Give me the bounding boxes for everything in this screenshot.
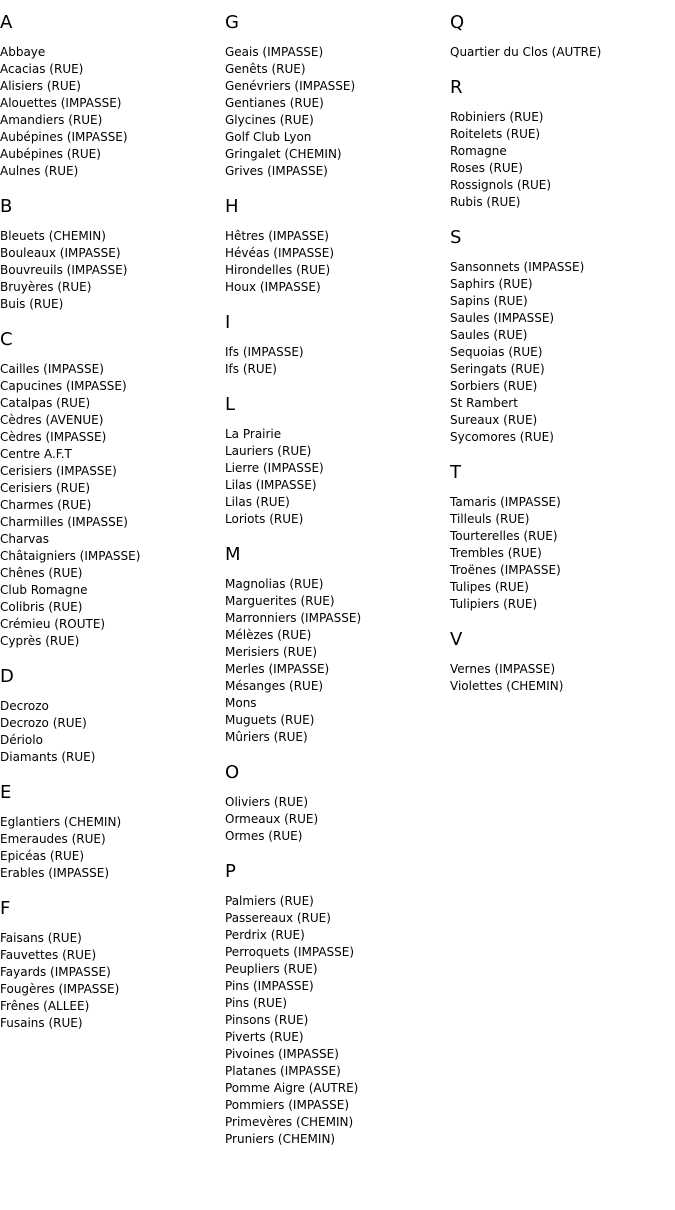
street-link[interactable]: Grives (IMPASSE) [225, 164, 328, 178]
street-link[interactable]: Genévriers (IMPASSE) [225, 79, 356, 93]
street-link[interactable]: Seringats (RUE) [450, 362, 545, 376]
street-link[interactable]: Marronniers (IMPASSE) [225, 611, 362, 625]
section-letter-heading: V [450, 629, 463, 650]
street-link[interactable]: Tilleuls (RUE) [450, 512, 530, 526]
street-link[interactable]: Fauvettes (RUE) [0, 948, 97, 962]
street-link[interactable]: Bruyères (RUE) [0, 280, 92, 294]
street-link[interactable]: Epicéas (RUE) [0, 849, 84, 863]
street-link[interactable]: Merles (IMPASSE) [225, 662, 330, 676]
section-letter-heading: L [225, 394, 236, 415]
street-link[interactable]: Bleuets (CHEMIN) [0, 229, 106, 243]
street-link[interactable]: Sorbiers (RUE) [450, 379, 538, 393]
letter-section [0, 782, 225, 882]
section-letter-heading: B [0, 196, 13, 217]
street-link[interactable]: Romagne [450, 144, 507, 158]
street-link[interactable]: Sycomores (RUE) [450, 430, 554, 444]
letter-section [450, 77, 675, 211]
street-link[interactable]: Pins (IMPASSE) [225, 979, 314, 993]
street-link[interactable]: St Rambert [450, 396, 518, 410]
street-link[interactable]: Tamaris (IMPASSE) [450, 495, 561, 509]
street-link[interactable]: Chênes (RUE) [0, 566, 83, 580]
section-letter-heading: O [225, 762, 240, 783]
section-letter-heading: E [0, 782, 12, 803]
letter-section [225, 861, 450, 1148]
street-link[interactable]: Rubis (RUE) [450, 195, 521, 209]
street-link[interactable]: Glycines (RUE) [225, 113, 314, 127]
street-link[interactable]: Cailles (IMPASSE) [0, 362, 104, 376]
street-link[interactable]: Cèdres (IMPASSE) [0, 430, 107, 444]
street-index [0, 12, 675, 1164]
street-link[interactable]: Trembles (RUE) [450, 546, 542, 560]
letter-section [450, 629, 675, 695]
street-link[interactable]: Club Romagne [0, 583, 88, 597]
street-link[interactable]: Charmes (RUE) [0, 498, 92, 512]
street-link[interactable]: Saphirs (RUE) [450, 277, 533, 291]
street-link[interactable]: Fusains (RUE) [0, 1016, 83, 1030]
street-link[interactable]: Pomme Aigre (AUTRE) [225, 1081, 359, 1095]
street-link[interactable]: Rossignols (RUE) [450, 178, 552, 192]
street-link[interactable]: Loriots (RUE) [225, 512, 304, 526]
street-link[interactable]: Ormes (RUE) [225, 829, 303, 843]
street-link[interactable]: Pins (RUE) [225, 996, 288, 1010]
street-link[interactable]: Châtaigniers (IMPASSE) [0, 549, 141, 563]
street-link[interactable]: Magnolias (RUE) [225, 577, 324, 591]
street-link[interactable]: Erables (IMPASSE) [0, 866, 110, 880]
street-link[interactable]: Mésanges (RUE) [225, 679, 324, 693]
street-link[interactable]: Hêtres (IMPASSE) [225, 229, 329, 243]
street-link[interactable]: Gentianes (RUE) [225, 96, 324, 110]
street-link[interactable]: Diamants (RUE) [0, 750, 96, 764]
street-link[interactable]: Sansonnets (IMPASSE) [450, 260, 585, 274]
street-link[interactable]: Crémieu (ROUTE) [0, 617, 106, 631]
section-letter-heading: S [450, 227, 462, 248]
street-link[interactable]: Cèdres (AVENUE) [0, 413, 104, 427]
letter-section [0, 196, 225, 313]
street-link[interactable]: Roses (RUE) [450, 161, 523, 175]
section-letter-heading: D [0, 666, 14, 687]
street-link[interactable]: Vernes (IMPASSE) [450, 662, 556, 676]
street-link[interactable]: Geais (IMPASSE) [225, 45, 324, 59]
street-link[interactable]: Aubépines (IMPASSE) [0, 130, 128, 144]
street-link[interactable]: Emeraudes (RUE) [0, 832, 106, 846]
street-link[interactable]: Charvas [0, 532, 49, 546]
street-link[interactable]: Alouettes (IMPASSE) [0, 96, 122, 110]
letter-section [0, 12, 225, 180]
street-link[interactable]: Platanes (IMPASSE) [225, 1064, 341, 1078]
street-link[interactable]: Saules (RUE) [450, 328, 528, 342]
street-link[interactable]: Perdrix (RUE) [225, 928, 305, 942]
section-letter-heading: F [0, 898, 11, 919]
street-link[interactable]: Palmiers (RUE) [225, 894, 314, 908]
section-letter-heading: P [225, 861, 236, 882]
street-link[interactable]: Capucines (IMPASSE) [0, 379, 127, 393]
letter-section [225, 762, 450, 845]
street-link[interactable]: Sureaux (RUE) [450, 413, 538, 427]
street-link[interactable]: Sapins (RUE) [450, 294, 528, 308]
street-link[interactable]: Acacias (RUE) [0, 62, 84, 76]
street-link[interactable]: Violettes (CHEMIN) [450, 679, 564, 693]
street-link[interactable]: Mûriers (RUE) [225, 730, 308, 744]
letter-section [225, 312, 450, 378]
street-link[interactable]: Mélèzes (RUE) [225, 628, 312, 642]
letter-section [0, 666, 225, 766]
street-column [0, 12, 225, 1164]
street-link[interactable]: Houx (IMPASSE) [225, 280, 321, 294]
street-link[interactable]: Robiniers (RUE) [450, 110, 544, 124]
street-link[interactable]: Passereaux (RUE) [225, 911, 331, 925]
street-link[interactable]: Troënes (IMPASSE) [450, 563, 561, 577]
street-link[interactable]: Aulnes (RUE) [0, 164, 79, 178]
street-link[interactable]: Bouleaux (IMPASSE) [0, 246, 121, 260]
section-letter-heading: M [225, 544, 241, 565]
street-link[interactable]: Decrozo [0, 699, 49, 713]
street-link[interactable]: Cerisiers (IMPASSE) [0, 464, 117, 478]
street-link[interactable]: Ifs (RUE) [225, 362, 277, 376]
street-link[interactable]: Bouvreuils (IMPASSE) [0, 263, 128, 277]
street-link[interactable]: Lilas (RUE) [225, 495, 290, 509]
letter-section [450, 462, 675, 613]
street-link[interactable]: Lierre (IMPASSE) [225, 461, 324, 475]
street-link[interactable]: Alisiers (RUE) [0, 79, 81, 93]
letter-section [0, 329, 225, 650]
street-link[interactable]: Mons [225, 696, 257, 710]
street-link[interactable]: Quartier du Clos (AUTRE) [450, 45, 602, 59]
section-letter-heading: G [225, 12, 239, 33]
street-link[interactable]: Buis (RUE) [0, 297, 64, 311]
street-link[interactable]: Oliviers (RUE) [225, 795, 308, 809]
street-link[interactable]: Faisans (RUE) [0, 931, 82, 945]
street-link[interactable]: Fayards (IMPASSE) [0, 965, 111, 979]
street-link[interactable]: Colibris (RUE) [0, 600, 83, 614]
street-link[interactable]: Decrozo (RUE) [0, 716, 87, 730]
street-link[interactable]: Pommiers (IMPASSE) [225, 1098, 349, 1112]
street-link[interactable]: Charmilles (IMPASSE) [0, 515, 128, 529]
street-link[interactable]: Piverts (RUE) [225, 1030, 304, 1044]
section-letter-heading: T [450, 462, 461, 483]
letter-section [450, 12, 675, 61]
street-link[interactable]: Pruniers (CHEMIN) [225, 1132, 336, 1146]
letter-section [225, 544, 450, 746]
street-link[interactable]: Lilas (IMPASSE) [225, 478, 317, 492]
section-letter-heading: C [0, 329, 13, 350]
street-link[interactable]: Roitelets (RUE) [450, 127, 541, 141]
street-link[interactable]: Muguets (RUE) [225, 713, 315, 727]
street-link[interactable]: Lauriers (RUE) [225, 444, 312, 458]
street-link[interactable]: Tulipes (RUE) [450, 580, 529, 594]
street-link[interactable]: Perroquets (IMPASSE) [225, 945, 355, 959]
street-link[interactable]: Genêts (RUE) [225, 62, 306, 76]
street-link[interactable]: Cerisiers (RUE) [0, 481, 91, 495]
street-link[interactable]: Tulipiers (RUE) [450, 597, 538, 611]
street-link[interactable]: Hévéas (IMPASSE) [225, 246, 335, 260]
street-link[interactable]: Hirondelles (RUE) [225, 263, 331, 277]
street-link[interactable]: Amandiers (RUE) [0, 113, 103, 127]
letter-section [225, 12, 450, 180]
street-link[interactable]: Tourterelles (RUE) [450, 529, 558, 543]
street-link[interactable]: Golf Club Lyon [225, 130, 312, 144]
street-link[interactable]: Eglantiers (CHEMIN) [0, 815, 122, 829]
street-link[interactable]: Saules (IMPASSE) [450, 311, 555, 325]
street-link[interactable]: Peupliers (RUE) [225, 962, 318, 976]
street-link[interactable]: Aubépines (RUE) [0, 147, 101, 161]
street-link[interactable]: Pivoines (IMPASSE) [225, 1047, 339, 1061]
section-letter-heading: A [0, 12, 13, 33]
street-column [450, 12, 675, 1164]
section-letter-heading: R [450, 77, 463, 98]
street-link[interactable]: Pinsons (RUE) [225, 1013, 309, 1027]
street-link[interactable]: Ormeaux (RUE) [225, 812, 319, 826]
street-link[interactable]: Marguerites (RUE) [225, 594, 335, 608]
street-link[interactable]: Ifs (IMPASSE) [225, 345, 304, 359]
street-link[interactable]: Merisiers (RUE) [225, 645, 318, 659]
letter-section [0, 898, 225, 1032]
street-link[interactable]: Sequoias (RUE) [450, 345, 543, 359]
street-link[interactable]: Catalpas (RUE) [0, 396, 91, 410]
letter-section [225, 394, 450, 528]
street-link[interactable]: Cyprès (RUE) [0, 634, 80, 648]
street-link[interactable]: Gringalet (CHEMIN) [225, 147, 342, 161]
letter-section [225, 196, 450, 296]
section-letter-heading: I [225, 312, 231, 333]
section-letter-heading: Q [450, 12, 465, 33]
street-link[interactable]: Frênes (ALLEE) [0, 999, 90, 1013]
street-link[interactable]: Fougères (IMPASSE) [0, 982, 120, 996]
street-link[interactable]: Abbaye [0, 45, 46, 59]
section-letter-heading: H [225, 196, 239, 217]
letter-section [450, 227, 675, 446]
street-link[interactable]: La Prairie [225, 427, 282, 441]
street-link[interactable]: Centre A.F.T [0, 447, 72, 461]
street-column [225, 12, 450, 1164]
street-link[interactable]: Dériolo [0, 733, 43, 747]
street-link[interactable]: Primevères (CHEMIN) [225, 1115, 354, 1129]
